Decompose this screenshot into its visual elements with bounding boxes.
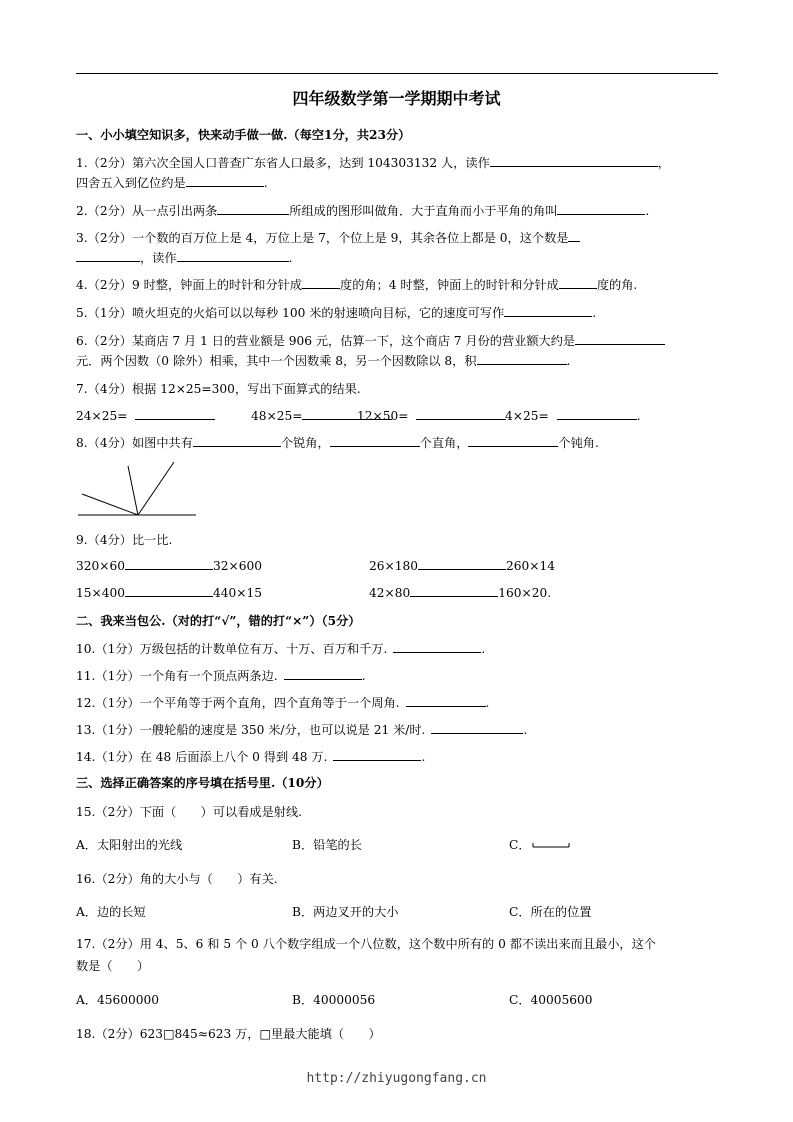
question-14: 14.（1分）在 48 后面添上八个 0 得到 48 万. . [76,750,426,764]
section-3-heading: 三、选择正确答案的序号填在括号里.（10分） [76,776,329,790]
question-9-row-1-right: 26×180 260×14 [369,559,555,573]
section-2-heading: 二、我来当包公.（对的打“√”，错的打“×”）（5分） [76,614,361,628]
question-7-expr-1: 24×25= [76,408,215,423]
section-1-heading: 一、小小填空知识多，快来动手做一做.（每空1分，共23分） [76,128,411,142]
question-17-line-2: 数是（ ） [76,959,150,973]
question-15-option-c: C． [509,836,571,853]
question-7: 7.（4分）根据 12×25=300，写出下面算式的结果. [76,382,361,396]
question-3-line-1: 3.（2分）一个数的百万位上是 4，万位上是 7，个位上是 9，其余各位上都是 0，这个数是 [76,229,580,246]
question-9-row-2-left: 15×400 440×15 [76,586,262,600]
question-9-row-2-right: 42×80 160×20. [369,586,552,600]
question-7-expr-2: 48×25= [251,408,392,423]
question-15: 15.（2分）下面（ ）可以看成是射线. [76,805,303,819]
question-13: 13.（1分）一艘轮船的速度是 350 米/分，也可以说是 21 米/时. . [76,723,528,737]
question-5: 5.（1分）喷火坦克的火焰可以以每秒 100 米的射速喷向目标，它的速度可写作 . [76,306,597,320]
question-16: 16.（2分）角的大小与（ ）有关. [76,872,278,886]
question-15-option-b: B．铅笔的长 [292,838,362,852]
question-17-line-1: 17.（2分）用 4、5、6 和 5 个 0 八个数字组成一个八位数，这个数中所有的 0 都不读出来而且最小，这个 [76,937,656,951]
question-7-expr-3: 12×50= [357,408,506,423]
question-9-row-1-left: 320×60 32×600 [76,559,262,573]
question-6-line-2: 元．两个因数（0 除外）相乘，其中一个因数乘 8，另一个因数除以 8，积 . [76,354,571,368]
question-1-line-2: 四舍五入到亿位约是 . [76,176,268,190]
question-12: 12.（1分）一个平角等于两个直角，四个直角等于一个周角. . [76,696,490,710]
question-2: 2.（2分）从一点引出两条 所组成的图形叫做角．大于直角而小于平角的角叫 . [76,204,650,218]
question-6-line-1: 6.（2分）某商店 7 月 1 日的营业额是 906 元，估算一下，这个商店 7 月份的营业额大约是 [76,332,665,349]
segment-figure [531,841,571,851]
question-18: 18.（2分）623□845≈623 万，□里最大能填（ ） [76,1027,381,1041]
question-3-line-2: ，读作 . [76,249,292,266]
angle-figure [76,460,200,520]
question-1-line-1: 1.（2分）第六次全国人口普查广东省人口最多，达到 104303132 人，读作 ， [76,156,670,170]
footer-url[interactable]: http://zhiyugongfang.cn [306,1071,487,1086]
question-4: 4.（2分）9 时整，钟面上的时针和分针成 度的角；4 时整，钟面上的时针和分针成 度的角. [76,278,638,292]
question-17-option-b: B．40000056 [292,993,376,1007]
question-8: 8.（4分）如图中共有 个锐角， 个直角， 个钝角. [76,436,599,450]
question-9: 9.（4分）比一比. [76,533,173,547]
page-title: 四年级数学第一学期期中考试 [292,89,501,108]
header-rule [76,73,718,74]
question-11: 11.（1分）一个角有一个顶点两条边. . [76,669,366,683]
question-17-option-c: C．40005600 [509,993,593,1007]
question-15-option-a: A．太阳射出的光线 [76,838,183,852]
question-16-option-a: A．边的长短 [76,905,146,919]
question-10: 10.（1分）万级包括的计数单位有万、十万、百万和千万. . [76,642,486,656]
question-16-option-b: B．两边叉开的大小 [292,905,399,919]
question-16-option-c: C．所在的位置 [509,905,592,919]
question-7-expr-4: 4×25= . [505,409,641,423]
question-17-option-a: A．45600000 [76,993,160,1007]
